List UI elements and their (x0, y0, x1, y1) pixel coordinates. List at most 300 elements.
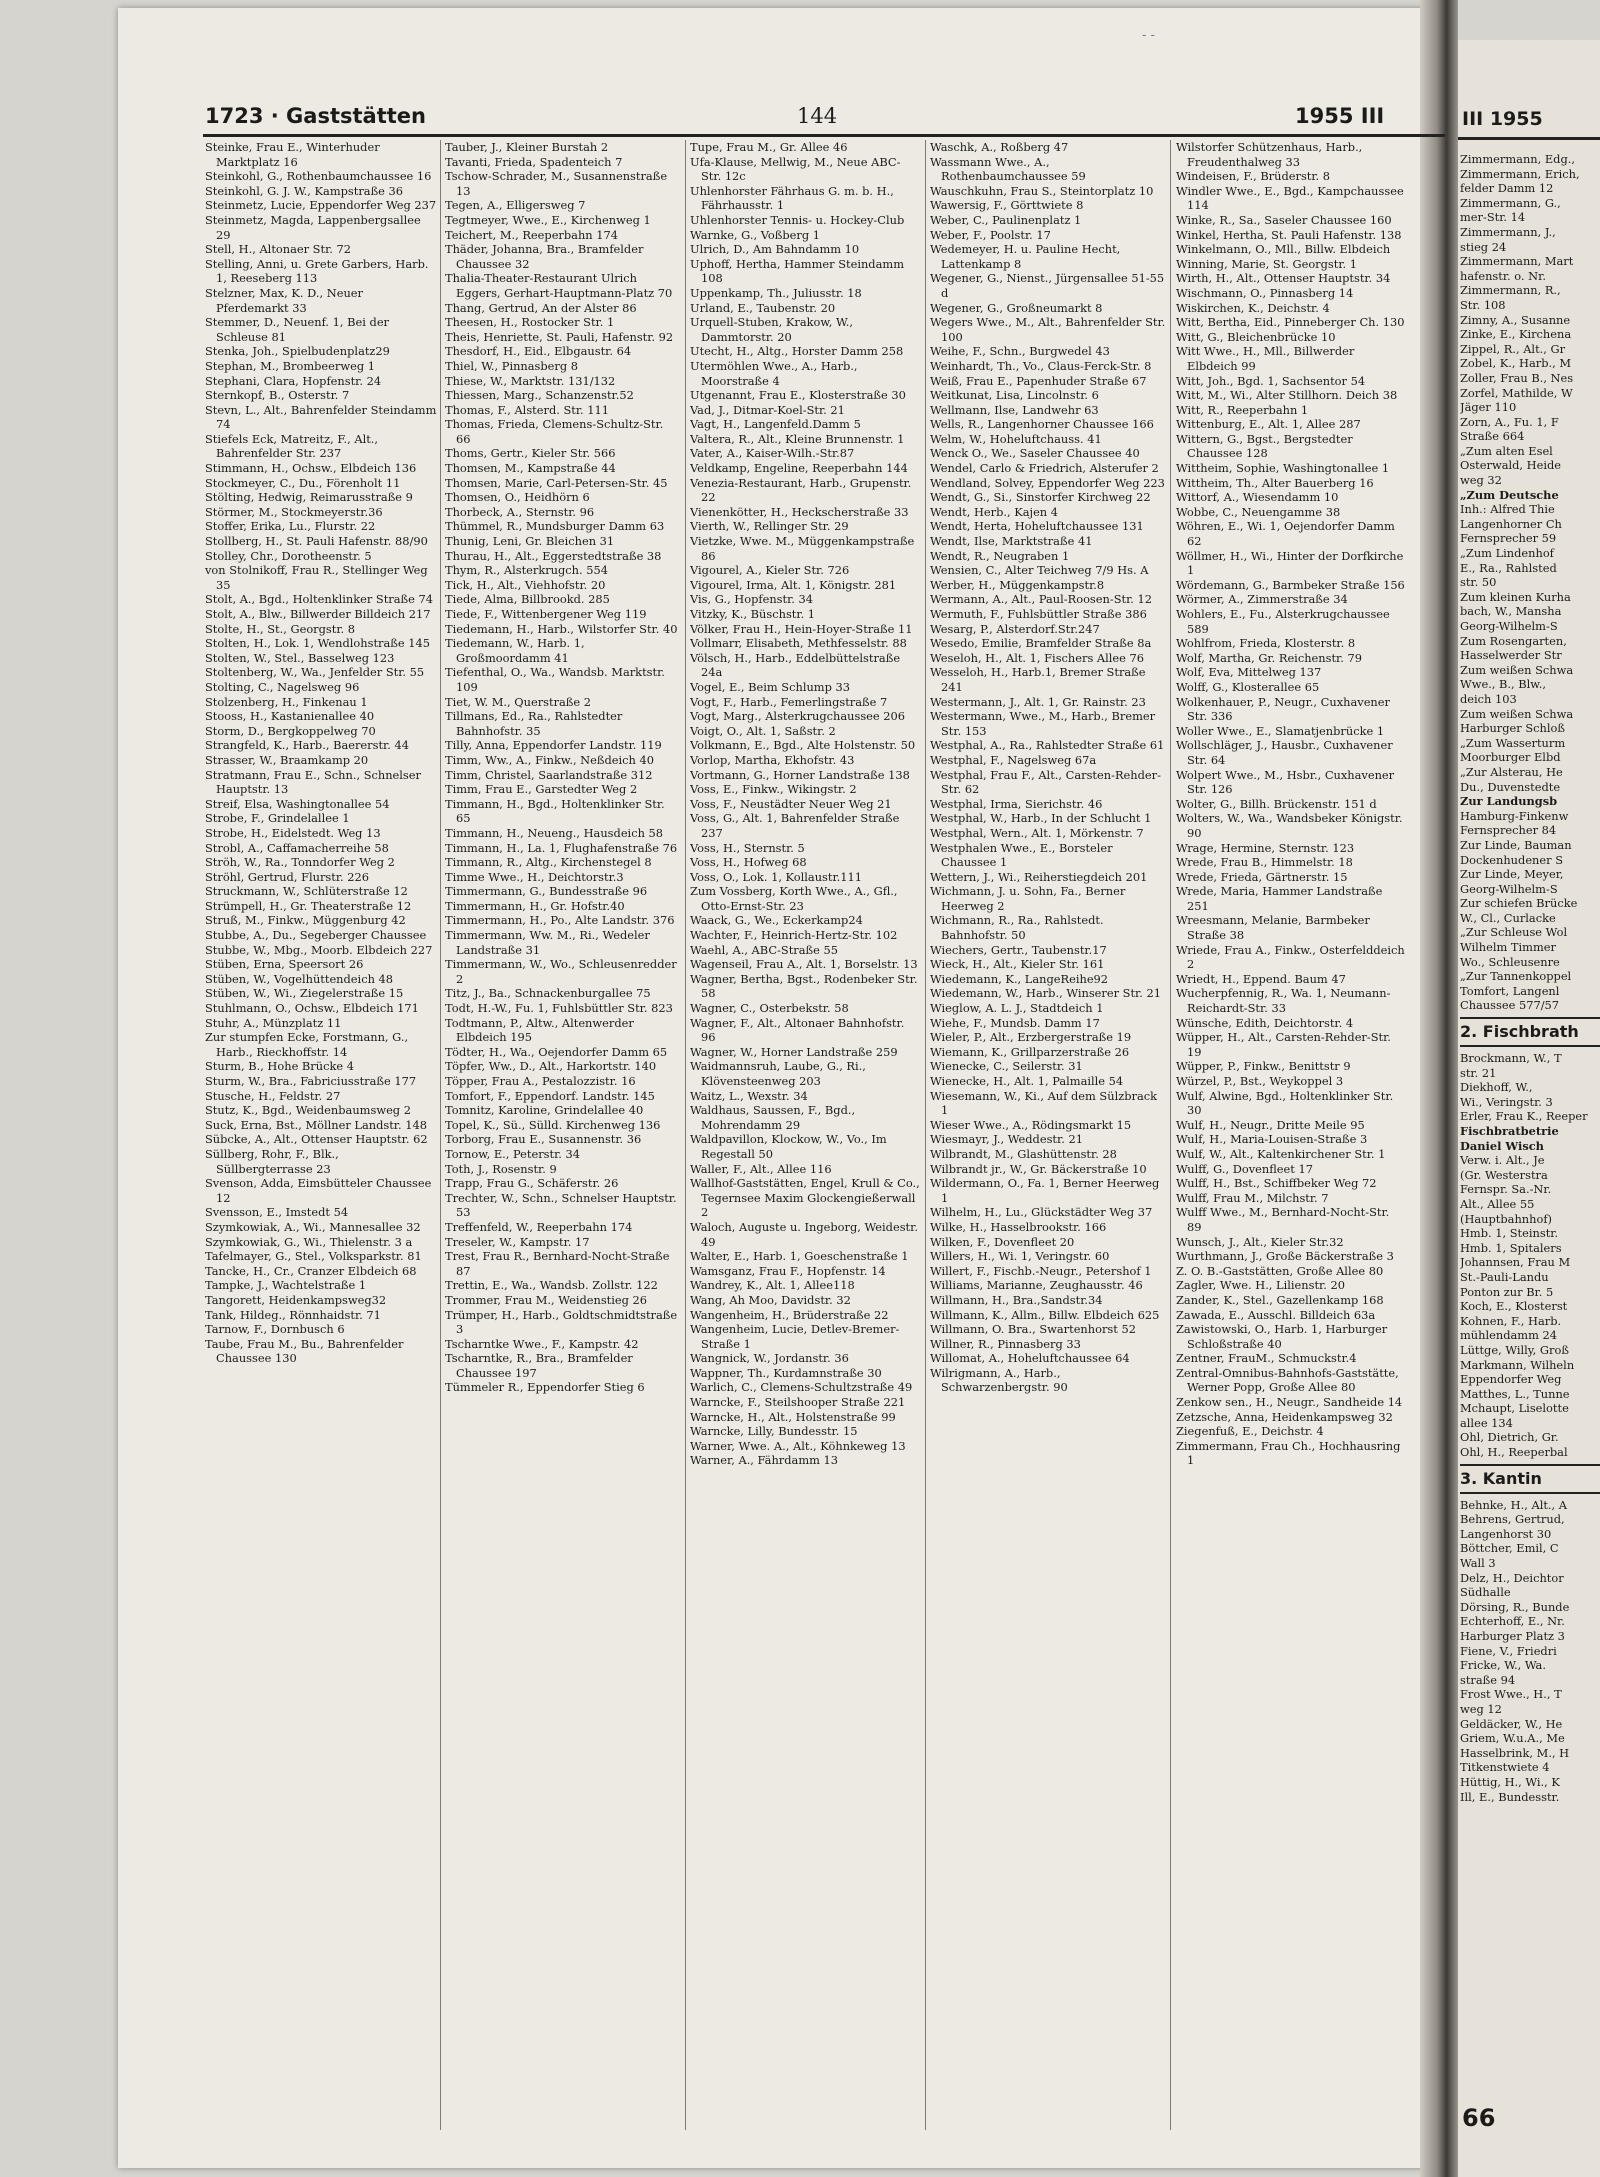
directory-entry: Dockenhudener S (1460, 852, 1563, 867)
directory-entry: Tiede, F., Wittenbergener Weg 119 (445, 607, 647, 621)
directory-entry: Thiel, W., Pinnasberg 8 (445, 358, 579, 373)
directory-entry: „Zum Lindenhof (1460, 546, 1554, 561)
directory-entry: mühlendamm 24 (1460, 1328, 1557, 1343)
directory-entry: Stuhlmann, O., Ochsw., Elbdeich 171 (205, 1001, 419, 1016)
directory-entry: von Stolnikoff, Frau R., Stellinger Weg 35 (205, 563, 428, 592)
directory-entry: Wöllmer, H., Wi., Hinter der Dorfkirche 1 (1176, 548, 1404, 578)
directory-entry: Voss, H., Sternstr. 5 (690, 840, 805, 855)
directory-entry: Diekhoff, W., (1460, 1080, 1533, 1095)
directory-entry: Thiese, W., Marktstr. 131/132 (445, 373, 616, 388)
directory-entry: Wappner, Th., Kurdamnstraße 30 (690, 1365, 882, 1380)
directory-entry: Harburger Schloß (1460, 721, 1565, 736)
directory-entry: Stolt, A., Bgd., Holtenklinker Straße 74 (205, 592, 434, 607)
directory-entry: Stolzenberg, H., Finkenau 1 (205, 694, 368, 709)
directory-entry: Störmer, M., Stockmeyerstr.36 (205, 504, 383, 519)
directory-entry: Stubbe, W., Mbg., Moorb. Elbdeich 227 (205, 942, 433, 957)
directory-entry: Thomsen, O., Heidhörn 6 (445, 490, 590, 505)
directory-entry: Zimmermann, Edg., (1460, 152, 1575, 166)
directory-entry: „Zum Wasserturm (1460, 735, 1566, 750)
directory-entry: Storm, D., Bergkoppelweg 70 (205, 723, 376, 738)
directory-entry: Wohlfrom, Frieda, Klosterstr. 8 (1176, 636, 1356, 651)
directory-entry: Tomnitz, Karoline, Grindelallee 40 (445, 1103, 644, 1118)
directory-entry: Timmermann, H., Gr. Hofstr.40 (445, 898, 625, 913)
directory-entry: Wolpert Wwe., M., Hsbr., Cuxhavener Str. 126 (1176, 767, 1395, 797)
column-divider (1170, 140, 1171, 2130)
column-divider (685, 140, 686, 2130)
directory-entry: Stell, H., Altonaer Str. 72 (205, 242, 351, 257)
directory-entry: bach, W., Mansha (1460, 604, 1562, 619)
directory-entry: straße 94 (1460, 1672, 1516, 1687)
directory-entry: Strasser, W., Braamkamp 20 (205, 752, 369, 767)
directory-entry: Tafelmayer, G., Stel., Volksparkstr. 81 (205, 1249, 422, 1264)
directory-entry: Langenhorner Ch (1460, 516, 1562, 531)
directory-entry: Tegen, A., Elligersweg 7 (445, 198, 586, 213)
directory-entry: Wegers Wwe., M., Alt., Bahrenfelder Str. 100 (930, 315, 1166, 344)
directory-entry: Venezia-Restaurant, Harb., Grupenstr. 22 (690, 475, 912, 505)
page-mark: - - (1142, 28, 1155, 43)
directory-entry: Witt, M., Wi., Alter Stillhorn. Deich 38 (1176, 388, 1398, 403)
directory-entry: Brockmann, W., T (1460, 1051, 1562, 1066)
directory-entry: Wawersig, F., Görttwiete 8 (930, 198, 1084, 213)
directory-entry: Hmb. 1, Steinstr. (1460, 1226, 1559, 1241)
directory-entry: Trümper, H., Harb., Goldtschmidtstraße 3 (445, 1307, 678, 1337)
directory-entry: Stüben, Erna, Speersort 26 (205, 957, 364, 972)
directory-entry: Hamburg-Finkenw (1460, 808, 1569, 823)
directory-entry: Tomfort, Langenl (1460, 983, 1560, 998)
directory-entry: Treseler, W., Kampstr. 17 (445, 1234, 590, 1249)
directory-entry: Würzel, P., Bst., Weykoppel 3 (1176, 1074, 1344, 1088)
directory-entry: Zentner, FrauM., Schmuckstr.4 (1176, 1351, 1357, 1366)
directory-entry: Wendel, Carlo & Friedrich, Alsterufer 2 (930, 461, 1159, 476)
directory-entry: Wucherpfennig, R., Wa. 1, Neumann-Reichardt-Str. 33 (1176, 986, 1391, 1016)
directory-entry: Wells, R., Langenhorner Chaussee 166 (930, 417, 1154, 432)
directory-entry: Utecht, H., Altg., Horster Damm 258 (690, 344, 904, 359)
directory-entry: weg 12 (1460, 1701, 1502, 1716)
directory-entry: Fernsprecher 84 (1460, 823, 1557, 838)
directory-entry: Wagner, W., Horner Landstraße 259 (690, 1044, 898, 1059)
directory-entry: Tödter, H., Wa., Oejendorfer Damm 65 (445, 1044, 668, 1059)
directory-entry: Stevn, L., Alt., Bahrenfelder Steindamm 74 (205, 402, 437, 432)
directory-entry: Tiedemann, W., Harb. 1, Großmoordamm 41 (445, 636, 585, 665)
directory-entry: Stemmer, D., Neuenf. 1, Bei der Schleuse 81 (205, 315, 390, 344)
directory-entry: Sübcke, A., Alt., Ottenser Hauptstr. 62 (205, 1132, 428, 1147)
directory-entry: deich 103 (1460, 691, 1517, 706)
directory-entry: Wulff, Frau M., Milchstr. 7 (1176, 1190, 1329, 1205)
directory-entry: Wrede, Frau B., Himmelstr. 18 (1176, 855, 1353, 870)
directory-entry: Valtera, R., Alt., Kleine Brunnenstr. 1 (690, 431, 905, 446)
directory-entry: Vollmarr, Elisabeth, Methfesselstr. 88 (690, 636, 907, 651)
directory-entry: Willert, F., Fischb.-Neugr., Petershof 1 (930, 1263, 1152, 1278)
directory-entry: Stolten, H., Lok. 1, Wendlohstraße 145 (205, 636, 430, 651)
directory-entry: Wolf, Martha, Gr. Reichenstr. 79 (1176, 650, 1362, 665)
directory-entry: Strobe, H., Eidelstedt. Weg 13 (205, 825, 381, 840)
directory-entry: Dörsing, R., Bunde (1460, 1599, 1570, 1614)
directory-entry: Timmann, R., Altg., Kirchenstegel 8 (445, 855, 652, 870)
directory-entry: Warner, Wwe. A., Alt., Köhnkeweg 13 (690, 1438, 906, 1453)
directory-entry: Winning, Marie, St. Georgstr. 1 (1176, 256, 1358, 271)
directory-entry: Wendt, G., Si., Sinstorfer Kirchweg 22 (930, 490, 1151, 505)
directory-entry: Winkelmann, O., Mll., Billw. Elbdeich (1176, 242, 1391, 257)
header-section-title: 1723 · Gaststätten (205, 104, 426, 128)
directory-entry: Ohl, H., Reeperbal (1460, 1445, 1568, 1460)
directory-entry: Stolten, W., Stel., Basselweg 123 (205, 650, 395, 665)
directory-entry: Uhlenhorster Tennis- u. Hockey-Club (690, 212, 905, 227)
directory-entry: „Zum alten Esel (1460, 443, 1553, 458)
directory-entry: Waitz, L., Wexstr. 34 (690, 1088, 808, 1103)
directory-entry: Weihe, F., Schn., Burgwedel 43 (930, 344, 1110, 359)
directory-entry: Voss, H., Hofweg 68 (690, 855, 807, 870)
directory-entry: Hasselwerder Str (1460, 648, 1562, 663)
directory-entry: Steinkohl, G., Rothenbaumchaussee 16 (205, 169, 432, 184)
directory-entry: Sturm, B., Hohe Brücke 4 (205, 1059, 354, 1074)
directory-entry: Osterwald, Heide (1460, 458, 1562, 473)
directory-entry: Stolting, C., Nagelsweg 96 (205, 679, 360, 694)
directory-entry: Westermann, Wwe., M., Harb., Bremer Str. 153 (930, 709, 1156, 738)
directory-entry: stieg 24 (1460, 239, 1507, 254)
directory-entry: Westphal, W., Harb., In der Schlucht 1 (930, 811, 1152, 826)
directory-entry: Szymkowiak, G., Wi., Thielenstr. 3 a (205, 1234, 413, 1249)
directory-entry: Harburger Platz 3 (1460, 1629, 1565, 1643)
column-2 (445, 140, 680, 2135)
directory-entry: Wilhelm, H., Lu., Glückstädter Weg 37 (930, 1205, 1153, 1220)
facing-page (1458, 40, 1600, 2177)
directory-entry: Stollberg, H., St. Pauli Hafenstr. 88/90 (205, 534, 428, 549)
directory-entry: Stephan, M., Brombeerweg 1 (205, 358, 375, 373)
directory-entry: Warlich, C., Clemens-Schultzstraße 49 (690, 1380, 913, 1395)
directory-entry: Strümpell, H., Gr. Theaterstraße 12 (205, 898, 412, 913)
directory-entry: Tschow-Schrader, M., Susannenstraße 13 (445, 169, 668, 198)
directory-entry: Willmann, H., Bra.,Sandstr.34 (930, 1292, 1103, 1307)
directory-entry: Wagenseil, Frau A., Alt. 1, Borselstr. 13 (690, 957, 918, 972)
section-heading: 2. Fischbrath (1460, 1017, 1600, 1047)
directory-entry: Wensien, C., Alter Teichweg 7/9 Hs. A (930, 563, 1149, 578)
directory-entry: Weber, F., Poolstr. 17 (930, 227, 1051, 242)
directory-entry: Behnke, H., Alt., A (1460, 1497, 1567, 1512)
directory-entry: Timmermann, G., Bundesstraße 96 (445, 884, 648, 899)
directory-entry: Zimny, A., Susanne (1460, 312, 1571, 327)
directory-entry: (Gr. Westerstra (1460, 1167, 1548, 1182)
directory-entry: Urland, E., Taubenstr. 20 (690, 300, 836, 315)
directory-entry: Wilken, F., Dovenfleet 20 (930, 1234, 1075, 1249)
directory-entry: Wolter, G., Billh. Brückenstr. 151 d (1176, 796, 1377, 811)
directory-entry: Vierth, W., Rellinger Str. 29 (690, 519, 849, 534)
directory-entry: Wolff, G., Klosterallee 65 (1176, 679, 1320, 694)
directory-entry: Moorburger Elbd (1460, 750, 1561, 765)
directory-entry: Wendt, R., Neugraben 1 (930, 548, 1070, 563)
directory-entry: Fiene, V., Friedri (1460, 1643, 1557, 1658)
directory-entry: Wieglow, A. L. J., Stadtdeich 1 (930, 1001, 1104, 1016)
directory-entry: „Zur Tannenkoppel (1460, 969, 1572, 984)
directory-entry: Willmann, K., Allm., Billw. Elbdeich 625 (930, 1307, 1160, 1322)
directory-entry: Thomsen, M., Kampstraße 44 (445, 461, 616, 476)
directory-entry: Timmermann, H., Po., Alte Landstr. 376 (445, 913, 675, 928)
directory-entry: Strobl, A., Caffamacherreihe 58 (205, 840, 389, 855)
directory-entry: Tillmans, Ed., Ra., Rahlstedter Bahnhofstr. 35 (445, 709, 623, 738)
directory-entry: Zur schiefen Brücke (1460, 896, 1578, 911)
directory-entry: Wi., Veringstr. 3 (1460, 1094, 1553, 1109)
directory-entry: Vigourel, Irma, Alt. 1, Königstr. 281 (690, 577, 897, 592)
directory-entry: Vis, G., Hopfenstr. 34 (690, 592, 814, 607)
directory-entry: Kohnen, F., Harb. (1460, 1313, 1562, 1328)
directory-entry: Stolt, A., Blw., Billwerder Billdeich 217 (205, 607, 431, 621)
directory-entry: Svensson, E., Imstedt 54 (205, 1205, 349, 1220)
directory-entry: Wulf, H., Neugr., Dritte Meile 95 (1176, 1117, 1365, 1132)
directory-entry: Zum Rosengarten, (1460, 633, 1567, 648)
directory-entry: Ohl, Dietrich, Gr. (1460, 1430, 1559, 1445)
directory-entry: Zimmermann, Mart (1460, 254, 1574, 269)
directory-entry: Zorn, A., Fu. 1, F (1460, 414, 1559, 429)
directory-entry: Utgenannt, Frau E., Klosterstraße 30 (690, 388, 906, 403)
directory-entry: Wolters, W., Wa., Wandsbeker Königstr. 90 (1176, 811, 1403, 840)
directory-entry: Wunsch, J., Alt., Kieler Str.32 (1176, 1234, 1344, 1249)
directory-entry: Weber, C., Paulinenplatz 1 (930, 212, 1082, 227)
directory-entry: Wittorf, A., Wiesendamm 10 (1176, 490, 1339, 505)
directory-entry: (Hauptbahnhof) (1460, 1211, 1552, 1226)
directory-entry: Thym, R., Alsterkrugch. 554 (445, 563, 609, 578)
directory-entry: Steinkohl, G. J. W., Kampstraße 36 (205, 183, 404, 198)
directory-entry: Wamsganz, Frau F., Hopfenstr. 14 (690, 1263, 886, 1278)
directory-entry: Ströhl, Gertrud, Flurstr. 226 (205, 869, 370, 884)
directory-entry: Stoffer, Erika, Lu., Flurstr. 22 (205, 519, 376, 534)
directory-entry: Wittheim, Th., Alter Bauerberg 16 (1176, 475, 1374, 490)
directory-entry: mer-Str. 14 (1460, 210, 1526, 225)
directory-entry: Winkel, Hertha, St. Pauli Hafenstr. 138 (1176, 227, 1402, 242)
directory-entry: Zur Linde, Meyer, (1460, 867, 1564, 882)
directory-entry: Wriede, Frau A., Finkw., Osterfelddeich 2 (1176, 942, 1405, 972)
directory-entry: Wall 3 (1460, 1556, 1496, 1571)
directory-entry: Koch, E., Klosterst (1460, 1299, 1568, 1314)
directory-entry: Wesseloh, H., Harb.1, Bremer Straße 241 (930, 665, 1146, 694)
directory-entry: Werber, H., Müggenkampstr.8 (930, 577, 1105, 592)
column-3 (690, 140, 920, 2135)
directory-entry: Wulf, W., Alt., Kaltenkirchener Str. 1 (1176, 1146, 1386, 1161)
directory-entry: Zentral-Omnibus-Bahnhofs-Gaststätte, Werner Popp, Große Allee 80 (1176, 1365, 1399, 1395)
directory-entry: Weitkunat, Lisa, Lincolnstr. 6 (930, 388, 1099, 403)
directory-entry: Erler, Frau K., Reeper (1460, 1109, 1588, 1124)
directory-entry: Wegener, G., Nienst., Jürgensallee 51-55 d (930, 271, 1165, 300)
directory-entry: Vitzky, K., Büschstr. 1 (690, 607, 816, 621)
directory-entry: „Zur Alsterau, He (1460, 764, 1563, 779)
directory-entry: Stratmann, Frau E., Schn., Schnelser Hauptstr. 13 (205, 767, 421, 797)
directory-entry: Ziegenfuß, E., Deichstr. 4 (1176, 1424, 1324, 1439)
directory-entry: Wichmann, R., Ra., Rahlstedt. Bahnhofstr. 50 (930, 913, 1104, 943)
directory-entry: Frost Wwe., H., T (1460, 1687, 1562, 1702)
directory-entry: Georg-Wilhelm-S (1460, 619, 1558, 633)
directory-entry: Zur Landungsb (1460, 794, 1558, 809)
directory-entry: Chaussee 577/57 (1460, 998, 1560, 1013)
directory-entry: E., Ra., Rahlsted (1460, 560, 1557, 575)
directory-entry: Töpper, Frau A., Pestalozzistr. 16 (445, 1074, 636, 1088)
directory-entry: Fernspr. Sa.-Nr. (1460, 1182, 1552, 1197)
directory-entry: Uppenkamp, Th., Juliusstr. 18 (690, 285, 862, 300)
directory-entry: Zorfel, Mathilde, W (1460, 385, 1573, 400)
directory-entry: Wenck O., We., Saseler Chaussee 40 (930, 446, 1140, 461)
directory-entry: Thomas, Frieda, Clemens-Schultz-Str. 66 (445, 417, 664, 446)
directory-entry: Tauber, J., Kleiner Burstah 2 (445, 140, 609, 154)
directory-entry: Steinke, Frau E., Winterhuder Marktplatz 16 (205, 140, 380, 169)
book-gutter (1420, 0, 1458, 2177)
directory-entry: Topel, K., Sü., Sülld. Kirchenweg 136 (445, 1117, 661, 1132)
directory-entry: Wohlers, E., Fu., Alsterkrugchaussee 589 (1176, 607, 1390, 636)
directory-entry: Thunig, Leni, Gr. Bleichen 31 (445, 534, 615, 549)
directory-entry: Tiede, Alma, Billbrookd. 285 (445, 592, 610, 607)
directory-entry: Vogt, F., Harb., Femerlingstraße 7 (690, 694, 888, 709)
directory-entry: Toth, J., Rosenstr. 9 (445, 1161, 557, 1176)
directory-entry: Str. 108 (1460, 297, 1506, 312)
directory-entry: Sturm, W., Bra., Fabriciusstraße 177 (205, 1074, 417, 1088)
directory-entry: Wienecke, H., Alt. 1, Palmaille 54 (930, 1074, 1124, 1088)
header-rule (203, 134, 1445, 137)
directory-entry: Böttcher, Emil, C (1460, 1541, 1559, 1556)
directory-entry: Verw. i. Alt., Je (1460, 1153, 1545, 1168)
directory-entry: Tiedemann, H., Harb., Wilstorfer Str. 40 (445, 621, 678, 636)
directory-entry: Völker, Frau H., Hein-Hoyer-Straße 11 (690, 621, 913, 636)
header-year: 1955 III (1295, 104, 1385, 128)
directory-entry: Waller, F., Alt., Allee 116 (690, 1161, 832, 1176)
directory-entry: Wulff, H., Bst., Schiffbeker Weg 72 (1176, 1176, 1377, 1191)
directory-entry: Theesen, H., Rostocker Str. 1 (445, 315, 615, 330)
directory-entry: Waloch, Auguste u. Ingeborg, Weidestr. 49 (690, 1219, 918, 1249)
directory-entry: Südhalle (1460, 1585, 1511, 1600)
directory-entry: Ponton zur Br. 5 (1460, 1284, 1554, 1299)
directory-entry: Strobe, F., Grindelallee 1 (205, 811, 350, 826)
directory-entry: Fricke, W., Wa. (1460, 1658, 1546, 1673)
directory-entry: Wermuth, F., Fuhlsbüttler Straße 386 (930, 607, 1147, 621)
directory-entry: Ufa-Klause, Mellwig, M., Neue ABC-Str. 12c (690, 154, 901, 184)
directory-entry: Westphal, Wern., Alt. 1, Mörkenstr. 7 (930, 825, 1144, 840)
directory-entry: Trapp, Frau G., Schäferstr. 26 (445, 1176, 619, 1191)
directory-entry: Theis, Henriette, St. Pauli, Hafenstr. 92 (445, 329, 674, 344)
facing-page-number: 66 (1462, 2104, 1496, 2132)
directory-entry: Timmann, H., La. 1, Flughafenstraße 76 (445, 840, 678, 855)
directory-entry: Wachter, F., Heinrich-Hertz-Str. 102 (690, 928, 898, 943)
directory-entry: Vietzke, Wwe. M., Müggenkampstraße 86 (690, 534, 915, 563)
directory-entry: Stutz, K., Bgd., Weidenbaumsweg 2 (205, 1103, 411, 1118)
directory-entry: Z. O. B.-Gaststätten, Große Allee 80 (1176, 1263, 1384, 1278)
directory-entry: Titz, J., Ba., Schnackenburgallee 75 (445, 986, 651, 1001)
directory-entry: Zobel, K., Harb., M (1460, 356, 1572, 371)
directory-entry: Willers, H., Wi. 1, Veringstr. 60 (930, 1249, 1110, 1264)
directory-entry: Tiet, W. M., Querstraße 2 (445, 694, 592, 709)
directory-entry: Winke, R., Sa., Saseler Chaussee 160 (1176, 212, 1392, 227)
directory-entry: Wilstorfer Schützenhaus, Harb., Freudenthalweg 33 (1176, 140, 1363, 169)
directory-entry: Timmermann, Ww. M., Ri., Wedeler Landstraße 31 (445, 928, 650, 957)
directory-entry: Westphalen Wwe., E., Borsteler Chaussee 1 (930, 840, 1113, 870)
directory-entry: Wieser Wwe., A., Rödingsmarkt 15 (930, 1117, 1132, 1132)
directory-entry: Tangorett, Heidenkampsweg32 (205, 1292, 387, 1307)
directory-entry: Weiß, Frau E., Papenhuder Straße 67 (930, 373, 1147, 388)
facing-page-header: III 1955 (1462, 108, 1543, 130)
directory-entry: Zimmermann, R., (1460, 283, 1561, 298)
directory-entry: Witt, G., Bleichenbrücke 10 (1176, 329, 1336, 344)
column-divider (440, 140, 441, 2130)
directory-entry: Wettern, J., Wi., Reiherstiegdeich 201 (930, 869, 1148, 884)
directory-entry: Treffenfeld, W., Reeperbahn 174 (445, 1219, 633, 1234)
directory-entry: Wiechers, Gertr., Taubenstr.17 (930, 942, 1107, 957)
directory-entry: Wang, Ah Moo, Davidstr. 32 (690, 1292, 851, 1307)
directory-entry: Wiesemann, W., Ki., Auf dem Sülzbrack 1 (930, 1088, 1158, 1118)
directory-entry: Zur stumpfen Ecke, Forstmann, G., Harb., Rieckhoffstr. 14 (205, 1030, 409, 1059)
directory-entry: Zander, K., Stel., Gazellenkamp 168 (1176, 1292, 1384, 1307)
directory-entry: Wendt, Herb., Kajen 4 (930, 504, 1059, 519)
directory-entry: Waschk, A., Roßberg 47 (930, 140, 1069, 154)
directory-entry: Behrens, Gertrud, (1460, 1512, 1565, 1527)
directory-entry: Thomas, F., Alsterd. Str. 111 (445, 402, 610, 417)
directory-entry: Vagt, H., Langenfeld.Damm 5 (690, 417, 861, 432)
directory-entry: Stephani, Clara, Hopfenstr. 24 (205, 373, 382, 388)
directory-entry: Tampke, J., Wachtelstraße 1 (205, 1278, 367, 1293)
directory-entry: Stubbe, A., Du., Segeberger Chaussee (205, 928, 427, 943)
directory-entry: Stuhr, A., Münzplatz 11 (205, 1015, 342, 1030)
directory-entry: Zoller, Frau B., Nes (1460, 370, 1574, 385)
directory-entry: Wo., Schleusenre (1460, 954, 1560, 969)
directory-entry: Warncke, Lilly, Bundesstr. 15 (690, 1424, 858, 1439)
directory-entry: Stiefels Eck, Matreitz, F., Alt., Bahrenfelder Str. 237 (205, 431, 379, 461)
directory-entry: Wegener, G., Großneumarkt 8 (930, 300, 1103, 315)
directory-entry: Timmann, H., Neueng., Hausdeich 58 (445, 825, 664, 840)
directory-entry: Sternkopf, B., Osterstr. 7 (205, 388, 350, 403)
column-5 (1176, 140, 1406, 2135)
directory-entry: Wördemann, G., Barmbeker Straße 156 (1176, 577, 1405, 592)
directory-entry: Thang, Gertrud, An der Alster 86 (445, 300, 637, 315)
directory-entry: Zawada, E., Ausschl. Billdeich 63a (1176, 1307, 1376, 1322)
directory-entry: W., Cl., Curlacke (1460, 910, 1556, 925)
directory-entry: Zetzsche, Anna, Heidenkampsweg 32 (1176, 1409, 1393, 1424)
directory-entry: Vigourel, A., Kieler Str. 726 (690, 563, 850, 578)
directory-entry: Struß, M., Finkw., Müggenburg 42 (205, 913, 406, 928)
directory-entry: Geldäcker, W., He (1460, 1716, 1563, 1731)
directory-entry: Warnke, G., Voßberg 1 (690, 227, 821, 242)
directory-entry: Strangfeld, K., Harb., Baererstr. 44 (205, 738, 409, 753)
directory-entry: Zum weißen Schwa (1460, 662, 1574, 677)
directory-entry: Wolf, Eva, Mittelweg 137 (1176, 665, 1322, 680)
directory-entry: Stooss, H., Kastanienallee 40 (205, 709, 375, 724)
directory-entry: Fernsprecher 59 (1460, 531, 1557, 546)
directory-entry: Teichert, M., Reeperbahn 174 (445, 227, 618, 242)
directory-entry: Daniel Wisch (1460, 1138, 1544, 1153)
directory-entry: Willner, R., Pinnasberg 33 (930, 1336, 1081, 1351)
directory-entry: Wiedemann, W., Harb., Winserer Str. 21 (930, 986, 1161, 1001)
directory-entry: Zinke, E., Kirchena (1460, 327, 1572, 342)
directory-entry: Westphal, Frau F., Alt., Carsten-Rehder-Str. 62 (930, 767, 1161, 797)
directory-entry: Wörmer, A., Zimmerstraße 34 (1176, 592, 1348, 607)
directory-entry: Tornow, E., Peterstr. 34 (445, 1146, 581, 1161)
directory-entry: Delz, H., Deichtor (1460, 1570, 1564, 1585)
directory-entry: Wurthmann, J., Große Bäckerstraße 3 (1176, 1249, 1394, 1264)
directory-entry: Tupe, Frau M., Gr. Allee 46 (690, 140, 848, 154)
directory-entry: Alt., Allee 55 (1460, 1196, 1535, 1211)
directory-entry: Uhlenhorster Fährhaus G. m. b. H., Fährhausstr. 1 (690, 183, 894, 213)
directory-entry: Zimmermann, Erich, (1460, 166, 1580, 181)
directory-entry: Wangenheim, Lucie, Detlev-Bremer-Straße 1 (690, 1322, 900, 1351)
directory-entry: Wandrey, K., Alt. 1, Allee118 (690, 1278, 855, 1293)
directory-entry: Ulrich, D., Am Bahndamm 10 (690, 242, 860, 257)
page-header (205, 100, 1445, 136)
directory-entry: Waidmannsruh, Laube, G., Ri., Klövensteenweg 203 (690, 1059, 866, 1088)
directory-entry: Stüben, W., Vogelhüttendeich 48 (205, 971, 394, 986)
directory-entry: Wilrigmann, A., Harb., Schwarzenbergstr. 90 (930, 1365, 1068, 1395)
section-heading: 3. Kantin (1460, 1464, 1600, 1494)
directory-entry: Zippel, R., Alt., Gr (1460, 341, 1566, 356)
directory-entry: Timme Wwe., H., Deichtorstr.3 (445, 869, 624, 884)
directory-entry: Wienecke, C., Seilerstr. 31 (930, 1059, 1083, 1074)
directory-entry: Jäger 110 (1460, 400, 1517, 415)
directory-entry: Thalia-Theater-Restaurant Ulrich Eggers, Gerhart-Hauptmann-Platz 70 (445, 271, 673, 300)
directory-entry: Thümmel, R., Mundsburger Damm 63 (445, 519, 665, 534)
directory-entry: Waehl, A., ABC-Straße 55 (690, 942, 839, 957)
directory-entry: Wangenheim, H., Brüderstraße 22 (690, 1307, 889, 1322)
directory-entry: Thoms, Gertr., Kieler Str. 566 (445, 446, 616, 461)
